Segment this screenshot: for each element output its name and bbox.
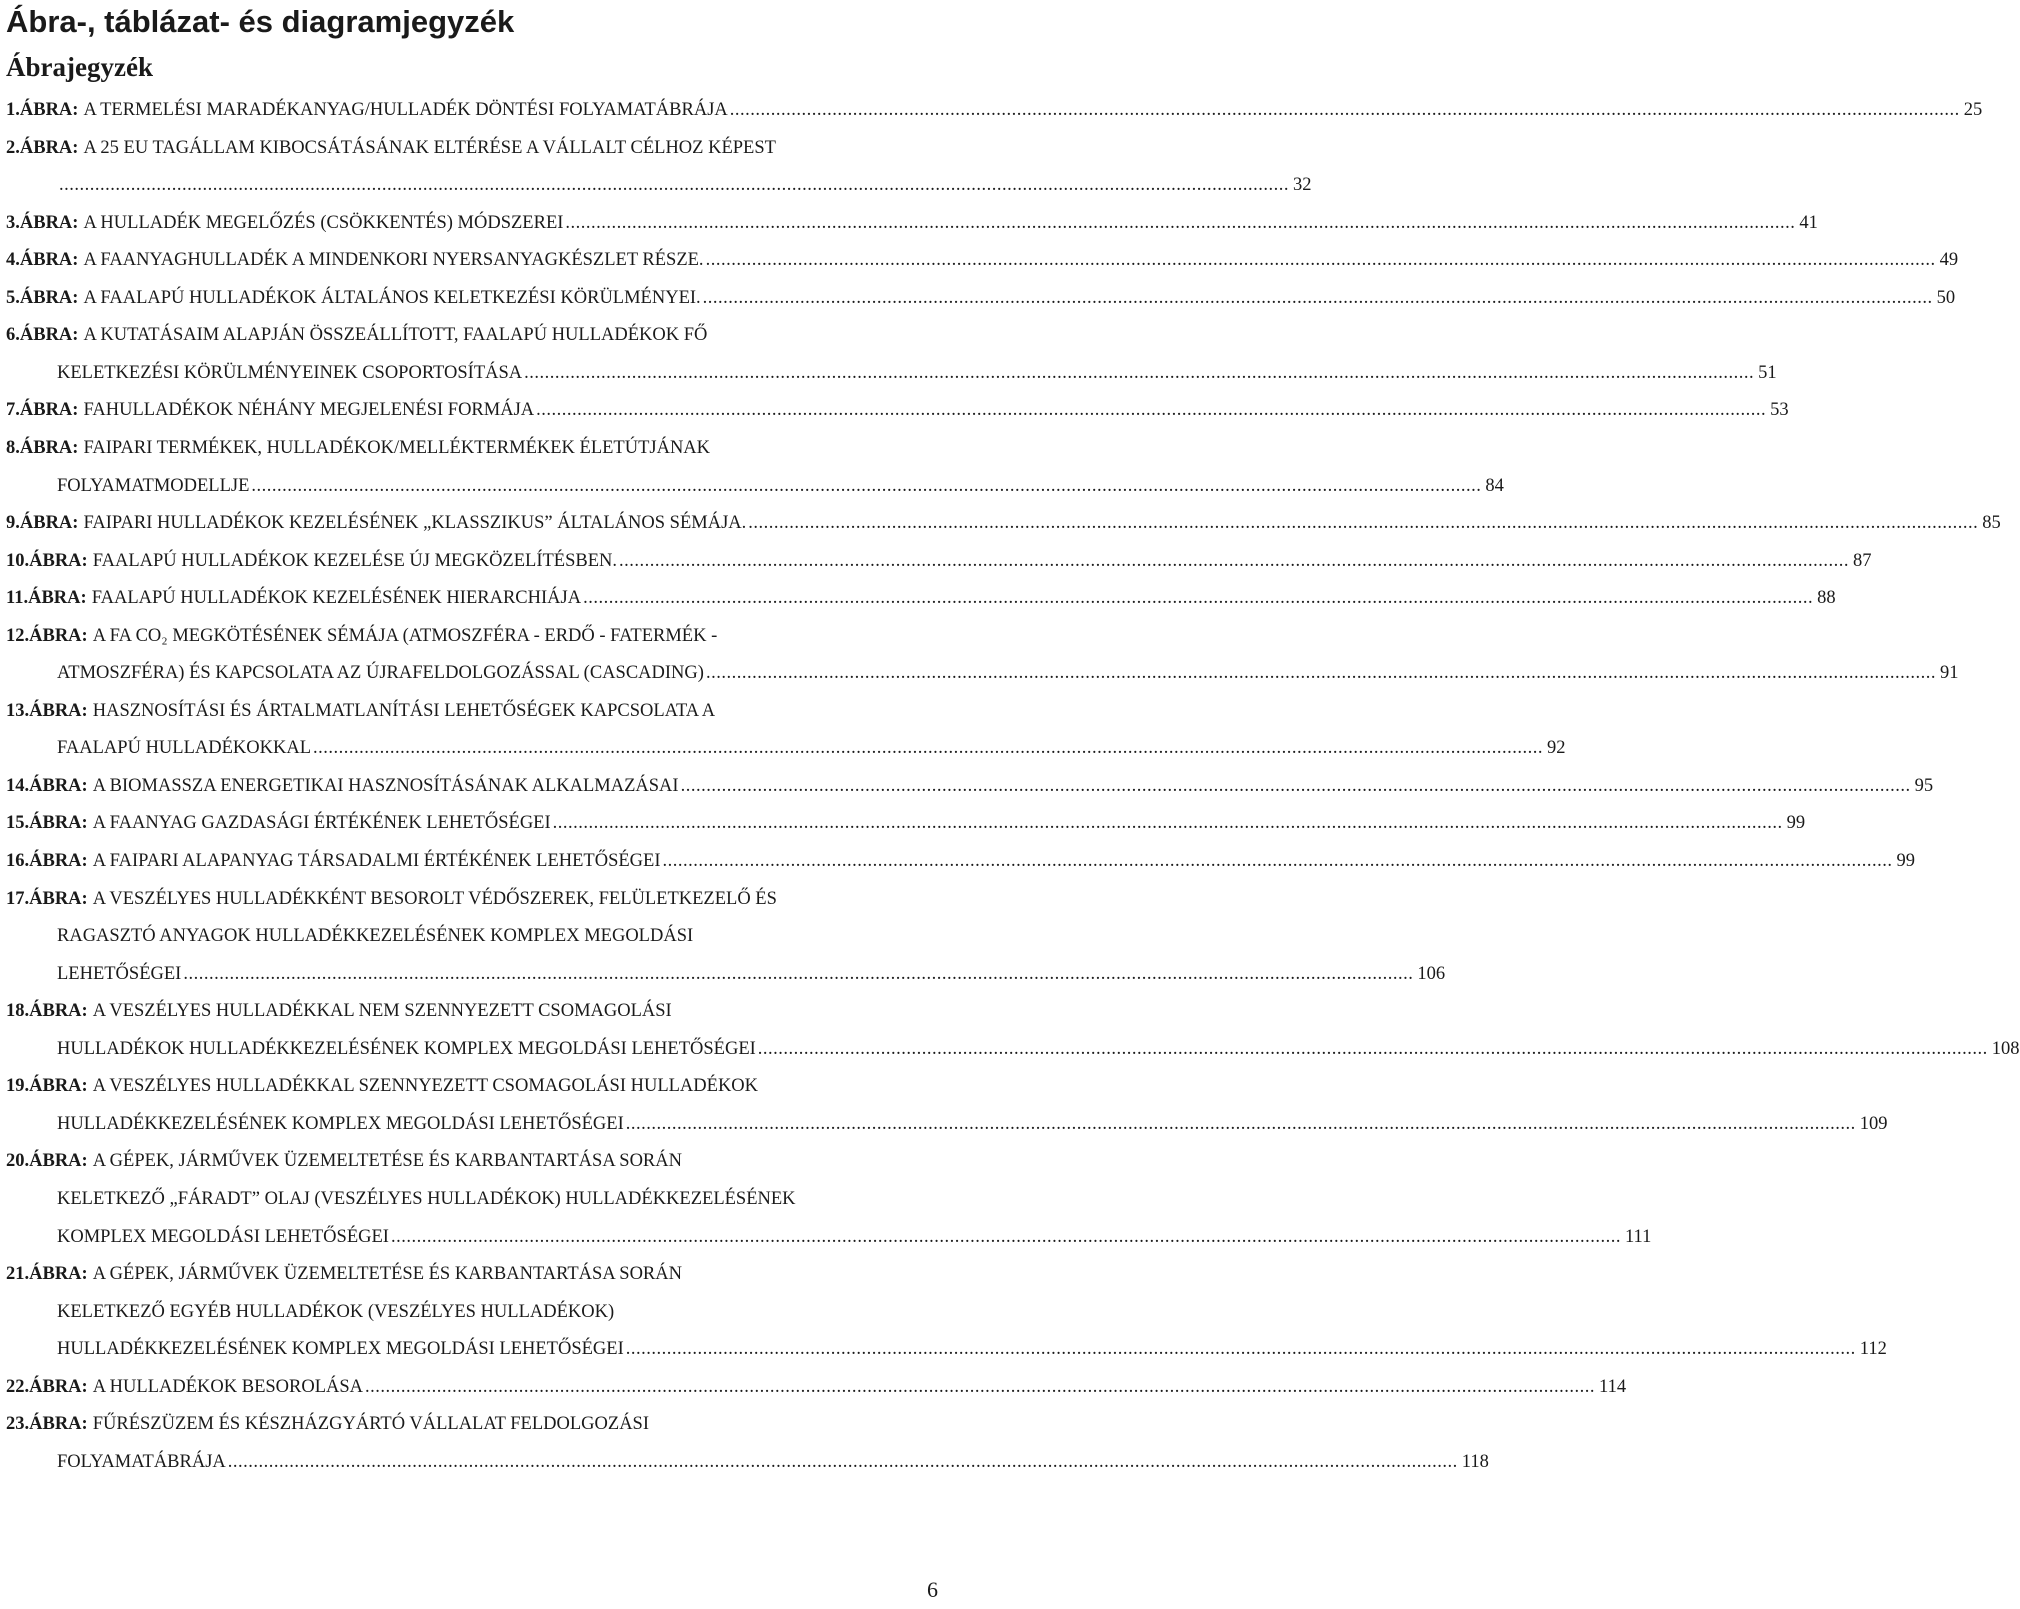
figure-title: FAHULLADÉKOK NÉHÁNY MEGJELENÉSI FORMÁJA xyxy=(83,400,535,420)
figure-label: ÁBRA: xyxy=(29,1264,88,1284)
figure-entry-line xyxy=(6,886,937,912)
figure-page-number: 50 xyxy=(1936,288,1956,308)
leader-dots xyxy=(565,210,1795,236)
figure-label: ÁBRA: xyxy=(19,213,79,233)
figure-page-number: 114 xyxy=(1599,1377,1627,1397)
leader-dots xyxy=(706,247,1936,273)
figure-label: ÁBRA: xyxy=(29,626,88,646)
figure-entry-line[interactable] xyxy=(6,548,1872,574)
leader-dots xyxy=(313,735,1543,761)
figure-entry-line xyxy=(6,1148,937,1174)
figure-entry-line[interactable] xyxy=(6,510,2001,536)
figure-label: ÁBRA: xyxy=(29,813,88,833)
figure-title: A GÉPEK, JÁRMŰVEK ÜZEMELTETÉSE ÉS KARBANTARTÁSA SORÁN xyxy=(92,1151,682,1171)
figure-label: ÁBRA: xyxy=(19,250,79,270)
figure-label: ÁBRA: xyxy=(29,851,88,871)
figure-entry-line[interactable] xyxy=(6,585,1836,611)
figure-number: 13. xyxy=(6,701,30,721)
figure-title: FOLYAMATÁBRÁJA xyxy=(57,1452,226,1472)
figure-title: A HULLADÉK MEGELŐZÉS (CSÖKKENTÉS) MÓDSZEREI xyxy=(83,213,564,233)
leader-dots xyxy=(748,510,1978,536)
figure-label: ÁBRA: xyxy=(29,889,88,909)
leader-dots xyxy=(59,172,1289,198)
figure-title: A GÉPEK, JÁRMŰVEK ÜZEMELTETÉSE ÉS KARBANTARTÁSA SORÁN xyxy=(92,1264,682,1284)
figure-entry-line xyxy=(57,1299,937,1325)
figure-entry-line xyxy=(6,135,937,161)
leader-dots xyxy=(730,97,1960,123)
figure-number: 21. xyxy=(6,1264,30,1284)
figure-title: LEHETŐSÉGEI xyxy=(57,964,182,984)
figure-label: ÁBRA: xyxy=(29,776,88,796)
figure-title: KOMPLEX MEGOLDÁSI LEHETŐSÉGEI xyxy=(57,1227,389,1247)
figure-title: FOLYAMATMODELLJE xyxy=(57,476,250,496)
figure-label: ÁBRA: xyxy=(19,400,79,420)
leader-dots xyxy=(758,1036,1988,1062)
figure-entry-line[interactable] xyxy=(57,961,1446,987)
figure-title: HASZNOSÍTÁSI ÉS ÁRTALMATLANÍTÁSI LEHETŐSÉGEK KAPCSOLATA A xyxy=(92,701,716,721)
figure-page-number: 88 xyxy=(1817,588,1836,608)
figure-title: KELETKEZŐ EGYÉB HULLADÉKOK (VESZÉLYES HULLADÉKOK) xyxy=(57,1302,615,1322)
figure-title: A VESZÉLYES HULLADÉKKÉNT BESOROLT VÉDŐSZEREK, FELÜLETKEZELŐ ÉS xyxy=(92,889,777,909)
leader-dots xyxy=(626,1111,1856,1137)
figure-page-number: 95 xyxy=(1914,776,1934,796)
figure-entry-line[interactable] xyxy=(57,1224,1652,1250)
figure-label: ÁBRA: xyxy=(19,513,79,533)
figure-entry-line[interactable] xyxy=(6,210,1818,236)
figure-number: 12. xyxy=(6,626,30,646)
figure-page-number: 99 xyxy=(1786,813,1806,833)
figure-title: A VESZÉLYES HULLADÉKKAL NEM SZENNYEZETT CSOMAGOLÁSI xyxy=(92,1001,672,1021)
figure-entry-line[interactable] xyxy=(57,1336,1887,1362)
figure-title: A TERMELÉSI MARADÉKANYAG/HULLADÉK DÖNTÉSI FOLYAMATÁBRÁJA xyxy=(83,100,728,120)
figure-label: ÁBRA: xyxy=(19,325,79,345)
figure-page-number: 109 xyxy=(1859,1114,1888,1134)
figure-number: 5. xyxy=(6,288,20,308)
figure-number: 22. xyxy=(6,1377,30,1397)
figure-entry-line xyxy=(6,998,937,1024)
figure-title: A FA CO₂ MEGKÖTÉSÉNEK SÉMÁJA (ATMOSZFÉRA - ERDŐ - FATERMÉK - xyxy=(92,626,718,646)
figure-entry-line xyxy=(57,923,937,949)
figure-entry-line[interactable] xyxy=(57,1111,1888,1137)
figure-number: 3. xyxy=(6,213,20,233)
figure-title: A FAALAPÚ HULLADÉKOK ÁLTALÁNOS KELETKEZÉSI KÖRÜLMÉNYEI. xyxy=(83,288,701,308)
figure-entry-line[interactable] xyxy=(57,473,1504,499)
figure-title: HULLADÉKKEZELÉSÉNEK KOMPLEX MEGOLDÁSI LEHETŐSÉGEI xyxy=(57,1114,624,1134)
figure-page-number: 85 xyxy=(1982,513,2001,533)
figure-entry-line[interactable] xyxy=(57,735,1566,761)
figure-entry-line[interactable] xyxy=(57,1036,2020,1062)
figure-page-number: 25 xyxy=(1963,100,1983,120)
figure-entry-line[interactable] xyxy=(6,97,1983,123)
figure-title: FAALAPÚ HULLADÉKOKKAL xyxy=(57,738,312,758)
section-heading: Ábrajegyzék xyxy=(6,52,153,82)
leader-dots xyxy=(583,585,1813,611)
figure-label: ÁBRA: xyxy=(29,1001,88,1021)
figure-number: 9. xyxy=(6,513,20,533)
figure-label: ÁBRA: xyxy=(19,100,79,120)
figure-title: A VESZÉLYES HULLADÉKKAL SZENNYEZETT CSOMAGOLÁSI HULLADÉKOK xyxy=(92,1076,759,1096)
leader-dots xyxy=(706,660,1936,686)
figure-entry-line xyxy=(6,623,937,649)
figure-entry-line xyxy=(6,1261,937,1287)
leader-dots xyxy=(553,810,1783,836)
leader-dots xyxy=(183,961,1413,987)
figure-page-number: 112 xyxy=(1859,1339,1887,1359)
figure-page-number: 111 xyxy=(1624,1227,1652,1247)
figure-title: A FAANYAG GAZDASÁGI ÉRTÉKÉNEK LEHETŐSÉGEI xyxy=(92,813,551,833)
figure-page-number: 32 xyxy=(1293,175,1312,195)
figure-title: FAALAPÚ HULLADÉKOK KEZELÉSÉNEK HIERARCHIÁJA xyxy=(91,588,582,608)
leader-dots xyxy=(228,1449,1458,1475)
figure-title: KELETKEZŐ „FÁRADT” OLAJ (VESZÉLYES HULLADÉKOK) HULLADÉKKEZELÉSÉNEK xyxy=(57,1189,796,1209)
figure-number: 15. xyxy=(6,813,30,833)
figure-number: 20. xyxy=(6,1151,30,1171)
figure-label: ÁBRA: xyxy=(29,1414,88,1434)
figure-page-number: 99 xyxy=(1896,851,1916,871)
figure-title: HULLADÉKOK HULLADÉKKEZELÉSÉNEK KOMPLEX MEGOLDÁSI LEHETŐSÉGEI xyxy=(57,1039,756,1059)
page-number: 6 xyxy=(927,1577,938,1602)
figure-number: 14. xyxy=(6,776,30,796)
figure-number: 1. xyxy=(6,100,20,120)
figure-label: ÁBRA: xyxy=(19,438,79,458)
figure-page-number: 84 xyxy=(1485,476,1504,496)
figure-page-number: 41 xyxy=(1799,213,1818,233)
figure-entry-line[interactable] xyxy=(6,810,1806,836)
figure-title: A KUTATÁSAIM ALAPJÁN ÖSSZEÁLLÍTOTT, FAALAPÚ HULLADÉKOK FŐ xyxy=(83,325,708,345)
figure-number: 17. xyxy=(6,889,30,909)
figure-entry-line[interactable] xyxy=(6,285,1956,311)
leader-dots xyxy=(251,473,1481,499)
figure-page-number: 106 xyxy=(1417,964,1446,984)
figure-entry-line[interactable] xyxy=(6,247,1959,273)
figure-label: ÁBRA: xyxy=(29,1076,88,1096)
figure-page-number: 87 xyxy=(1853,551,1872,571)
figure-title: KELETKEZÉSI KÖRÜLMÉNYEINEK CSOPORTOSÍTÁSA xyxy=(57,363,523,383)
figure-number: 6. xyxy=(6,325,20,345)
figure-label: ÁBRA: xyxy=(29,701,88,721)
leader-dots xyxy=(663,848,1893,874)
figure-title: ATMOSZFÉRA) ÉS KAPCSOLATA AZ ÚJRAFELDOLGOZÁSSAL (CASCADING) xyxy=(57,663,704,683)
figure-label: ÁBRA: xyxy=(29,551,88,571)
figure-page-number: 53 xyxy=(1770,400,1789,420)
figure-label: ÁBRA: xyxy=(28,588,87,608)
figure-number: 11. xyxy=(6,588,29,608)
leader-dots xyxy=(391,1224,1621,1250)
figure-entry-line xyxy=(6,1073,937,1099)
figure-number: 16. xyxy=(6,851,30,871)
figure-entry-line xyxy=(6,1411,937,1437)
figure-number: 8. xyxy=(6,438,20,458)
figure-title: A BIOMASSZA ENERGETIKAI HASZNOSÍTÁSÁNAK ALKALMAZÁSAI xyxy=(92,776,679,796)
figure-number: 19. xyxy=(6,1076,30,1096)
figure-number: 18. xyxy=(6,1001,30,1021)
figure-title: HULLADÉKKEZELÉSÉNEK KOMPLEX MEGOLDÁSI LEHETŐSÉGEI xyxy=(57,1339,624,1359)
figure-title: RAGASZTÓ ANYAGOK HULLADÉKKEZELÉSÉNEK KOMPLEX MEGOLDÁSI xyxy=(57,926,694,946)
figure-label: ÁBRA: xyxy=(19,288,79,308)
figure-title: A 25 EU TAGÁLLAM KIBOCSÁTÁSÁNAK ELTÉRÉSE A VÁLLALT CÉLHOZ KÉPEST xyxy=(83,138,776,158)
figure-title: FAALAPÚ HULLADÉKOK KEZELÉSE ÚJ MEGKÖZELÍTÉSBEN. xyxy=(92,551,618,571)
figure-title: A FAIPARI ALAPANYAG TÁRSADALMI ÉRTÉKÉNEK LEHETŐSÉGEI xyxy=(92,851,661,871)
figure-number: 4. xyxy=(6,250,20,270)
figure-title: FAIPARI HULLADÉKOK KEZELÉSÉNEK „KLASSZIKUS” ÁLTALÁNOS SÉMÁJA. xyxy=(83,513,747,533)
figure-entry-line[interactable] xyxy=(57,172,1312,198)
figure-entry-line xyxy=(6,322,937,348)
leader-dots xyxy=(619,548,1849,574)
figure-page-number: 108 xyxy=(1991,1039,2020,1059)
figure-title: FŰRÉSZÜZEM ÉS KÉSZHÁZGYÁRTÓ VÁLLALAT FELDOLGOZÁSI xyxy=(92,1414,650,1434)
figure-number: 7. xyxy=(6,400,20,420)
figure-entry-line[interactable] xyxy=(57,360,1777,386)
figure-entry-line xyxy=(6,698,937,724)
figure-entry-line[interactable] xyxy=(57,660,1959,686)
figure-entry-line[interactable] xyxy=(57,1449,1489,1475)
figure-label: ÁBRA: xyxy=(29,1151,88,1171)
figure-entry-line[interactable] xyxy=(6,397,1789,423)
leader-dots xyxy=(703,285,1933,311)
figure-number: 2. xyxy=(6,138,20,158)
figure-page-number: 91 xyxy=(1939,663,1959,683)
figure-number: 23. xyxy=(6,1414,30,1434)
figure-title: A FAANYAGHULLADÉK A MINDENKORI NYERSANYAGKÉSZLET RÉSZE. xyxy=(83,250,704,270)
figure-entry-line xyxy=(57,1186,937,1212)
figure-page-number: 51 xyxy=(1758,363,1777,383)
leader-dots xyxy=(524,360,1754,386)
figure-page-number: 118 xyxy=(1461,1452,1489,1472)
leader-dots xyxy=(626,1336,1856,1362)
figure-entry-line xyxy=(6,435,937,461)
figure-entry-line[interactable] xyxy=(6,1374,1627,1400)
figure-page-number: 49 xyxy=(1939,250,1959,270)
figure-entry-line[interactable] xyxy=(6,848,1916,874)
figure-number: 10. xyxy=(6,551,30,571)
figure-entry-line[interactable] xyxy=(6,773,1934,799)
page-heading: Ábra-, táblázat- és diagramjegyzék xyxy=(6,4,515,39)
figure-page-number: 92 xyxy=(1547,738,1566,758)
figure-label: ÁBRA: xyxy=(19,138,79,158)
figure-title: A HULLADÉKOK BESOROLÁSA xyxy=(92,1377,364,1397)
figure-label: ÁBRA: xyxy=(29,1377,88,1397)
leader-dots xyxy=(365,1374,1595,1400)
figure-title: FAIPARI TERMÉKEK, HULLADÉKOK/MELLÉKTERMÉKEK ÉLETÚTJÁNAK xyxy=(83,438,711,458)
leader-dots xyxy=(681,773,1911,799)
leader-dots xyxy=(536,397,1766,423)
